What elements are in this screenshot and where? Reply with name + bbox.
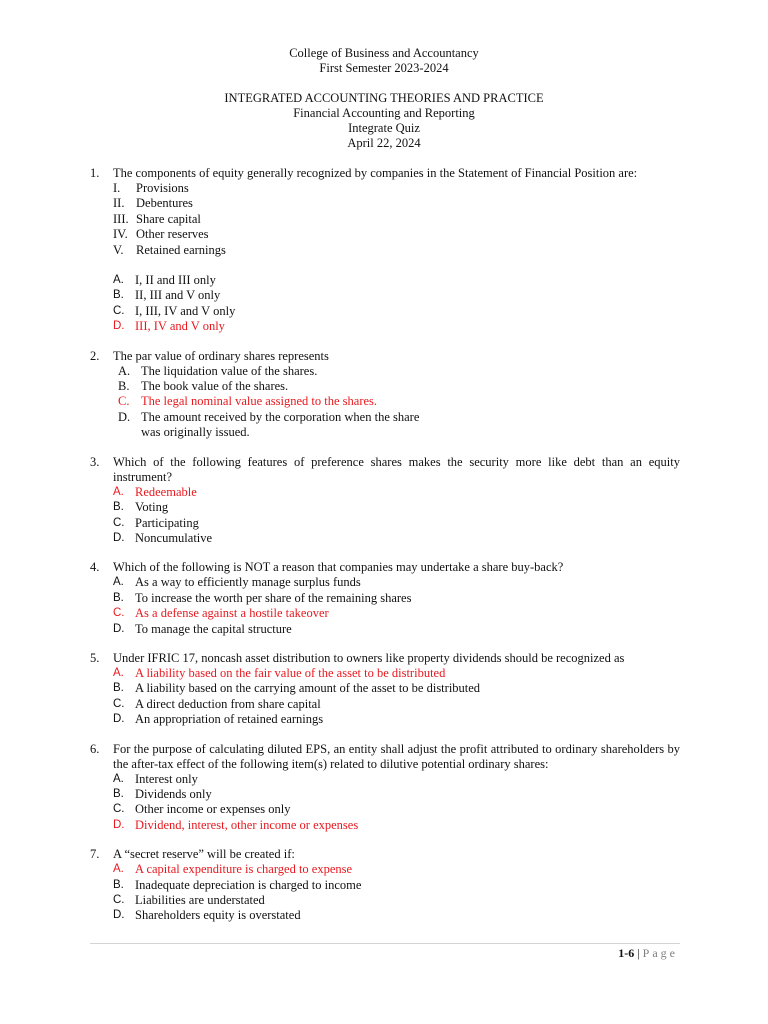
option-c	[113, 697, 680, 712]
option-b	[113, 379, 680, 394]
question-number: 6.	[90, 741, 100, 756]
page-footer	[618, 945, 678, 961]
question-stem-line1: For the purpose of calculating diluted EPS, an entity shall adjust the profit attributed to ordinary shareholders by	[113, 741, 680, 756]
option-text: An appropriation of retained earnings	[135, 712, 324, 727]
question-number: 3.	[90, 454, 100, 469]
option-c	[113, 516, 680, 531]
option-b	[113, 500, 680, 515]
option-text: As a defense against a hostile takeover	[135, 606, 329, 621]
option-letter: A.	[113, 863, 124, 876]
subject-title: Financial Accounting and Reporting	[293, 106, 475, 120]
option-text: To increase the worth per share of the remaining shares	[135, 590, 412, 605]
option-a	[113, 485, 680, 500]
option-text: Redeemable	[135, 484, 197, 499]
option-text: Noncumulative	[135, 530, 213, 545]
option-text: A direct deduction from share capital	[135, 696, 321, 711]
option-list	[113, 575, 680, 637]
option-text: A liability based on the carrying amount of the asset to be distributed	[135, 681, 481, 696]
option-text: Dividends only	[135, 786, 212, 801]
option-letter: B.	[113, 591, 124, 604]
question-number: 7.	[90, 847, 100, 862]
option-a	[113, 862, 680, 877]
statement-item	[113, 181, 680, 196]
option-text: The legal nominal value assigned to the shares.	[141, 394, 378, 409]
statement-text: Retained earnings	[136, 242, 226, 257]
option-letter: A.	[113, 485, 124, 498]
page-label: Page	[642, 946, 678, 960]
footer-separator: |	[634, 946, 643, 960]
question-list	[90, 166, 680, 938]
option-letter: C.	[113, 304, 125, 317]
option-d	[113, 531, 680, 546]
option-letter: D.	[113, 622, 125, 635]
option-text: The liquidation value of the shares.	[141, 363, 318, 378]
option-letter: C.	[113, 697, 125, 710]
question-stem	[113, 455, 680, 485]
footer-divider	[90, 943, 680, 944]
option-list	[113, 666, 680, 728]
option-b	[113, 591, 680, 606]
option-text: I, II and III only	[135, 273, 216, 288]
option-c	[113, 606, 680, 621]
option-text: A capital expenditure is charged to expense	[135, 862, 353, 877]
option-text: Interest only	[135, 771, 198, 786]
option-a	[113, 666, 680, 681]
question-number: 5.	[90, 650, 100, 665]
exam-date: April 22, 2024	[347, 136, 421, 150]
option-letter: B.	[113, 787, 124, 800]
option-list	[113, 273, 680, 335]
statement-numeral: II.	[113, 196, 125, 211]
header-course	[0, 91, 768, 151]
option-text: Voting	[135, 500, 169, 515]
option-text: Dividend, interest, other income or expenses	[135, 817, 359, 832]
option-letter: D.	[113, 320, 125, 333]
option-text: The book value of the shares.	[141, 379, 289, 394]
question-stem: A “secret reserve” will be created if:	[113, 847, 295, 862]
option-b	[113, 288, 680, 303]
semester: First Semester 2023-2024	[319, 61, 449, 75]
option-letter: C.	[113, 607, 125, 620]
option-text-continued: was originally issued.	[141, 425, 250, 440]
option-letter: A.	[118, 363, 131, 378]
option-text: Inadequate depreciation is charged to income	[135, 877, 362, 892]
option-list	[113, 862, 680, 924]
option-d	[113, 410, 680, 441]
option-b	[113, 681, 680, 696]
option-list	[113, 772, 680, 834]
question-stem-line2: instrument?	[113, 469, 173, 484]
statement-numeral: IV.	[113, 227, 128, 242]
statement-text: Share capital	[136, 211, 201, 226]
option-letter: D.	[113, 713, 125, 726]
option-text: Participating	[135, 515, 199, 530]
option-letter: B.	[118, 379, 130, 394]
page-number: 1-6	[618, 946, 635, 960]
question-5	[90, 651, 680, 728]
option-letter: D.	[113, 818, 125, 831]
question-7	[90, 847, 680, 924]
exam-title: Integrate Quiz	[348, 121, 420, 135]
option-c	[113, 394, 680, 409]
option-letter: C.	[113, 516, 125, 529]
option-b	[113, 878, 680, 893]
option-list	[113, 364, 680, 441]
option-d	[113, 319, 680, 334]
option-a	[113, 772, 680, 787]
option-c	[113, 802, 680, 817]
question-stem: Under IFRIC 17, noncash asset distribution to owners like property dividends should be recognized as	[113, 650, 625, 665]
header-institution	[0, 46, 768, 76]
option-b	[113, 787, 680, 802]
option-text: III, IV and V only	[135, 319, 225, 334]
option-a	[113, 273, 680, 288]
statement-item	[113, 227, 680, 242]
question-stem-line1: Which of the following features of preference shares makes the security more like debt than an equity	[113, 454, 680, 469]
question-3	[90, 455, 680, 547]
statement-text: Provisions	[136, 181, 189, 195]
option-text: Shareholders equity is overstated	[135, 908, 301, 923]
option-letter: A.	[113, 576, 124, 589]
statement-item	[113, 212, 680, 227]
statement-numeral: I.	[113, 181, 121, 195]
option-text: A liability based on the fair value of the asset to be distributed	[135, 665, 446, 680]
option-text: To manage the capital structure	[135, 621, 292, 636]
option-letter: D.	[113, 909, 125, 922]
option-d	[113, 712, 680, 727]
statement-item	[113, 196, 680, 211]
question-number: 1.	[90, 166, 100, 180]
option-letter: A.	[113, 274, 124, 287]
option-a	[113, 364, 680, 379]
question-stem: Which of the following is NOT a reason that companies may undertake a share buy-back?	[113, 560, 564, 575]
statement-text: Debentures	[136, 196, 193, 211]
option-text: Other income or expenses only	[135, 802, 291, 817]
statement-numeral: III.	[113, 211, 129, 226]
option-text: I, III, IV and V only	[135, 303, 236, 318]
question-2	[90, 349, 680, 441]
option-a	[113, 575, 680, 590]
question-stem: The par value of ordinary shares represents	[113, 348, 329, 363]
option-letter: B.	[113, 289, 124, 302]
option-d	[113, 818, 680, 833]
question-number: 2.	[90, 348, 100, 363]
option-text: The amount received by the corporation when the share	[141, 409, 420, 424]
question-stem: The components of equity generally recognized by companies in the Statement of Financial Position are:	[113, 166, 638, 180]
question-6	[90, 742, 680, 834]
statement-text: Other reserves	[136, 227, 209, 242]
option-text: As a way to efficiently manage surplus funds	[135, 575, 361, 590]
option-letter: B.	[113, 682, 124, 695]
option-letter: C.	[113, 894, 125, 906]
option-text: II, III and V only	[135, 288, 221, 303]
option-letter: D.	[118, 409, 131, 424]
statement-list	[113, 181, 680, 258]
question-number: 4.	[90, 560, 100, 575]
option-list	[113, 485, 680, 547]
option-c	[113, 304, 680, 319]
course-title: INTEGRATED ACCOUNTING THEORIES AND PRACTICE	[224, 91, 544, 105]
option-letter: B.	[113, 878, 124, 891]
option-letter: B.	[113, 501, 124, 514]
option-d	[113, 622, 680, 637]
option-letter: A.	[113, 772, 124, 785]
question-stem	[113, 742, 680, 772]
question-1	[90, 166, 680, 335]
question-stem-line2: the after-tax effect of the following item(s) related to dilutive potential ordinary shares:	[113, 756, 549, 771]
option-c	[113, 893, 680, 908]
question-4	[90, 560, 680, 637]
statement-item	[113, 243, 680, 258]
college-name: College of Business and Accountancy	[289, 46, 479, 60]
option-letter: C.	[118, 394, 130, 409]
option-text: Liabilities are understated	[135, 893, 265, 907]
statement-numeral: V.	[113, 242, 124, 257]
option-letter: C.	[113, 803, 125, 816]
option-letter: A.	[113, 666, 124, 679]
option-letter: D.	[113, 531, 125, 544]
option-d	[113, 908, 680, 923]
